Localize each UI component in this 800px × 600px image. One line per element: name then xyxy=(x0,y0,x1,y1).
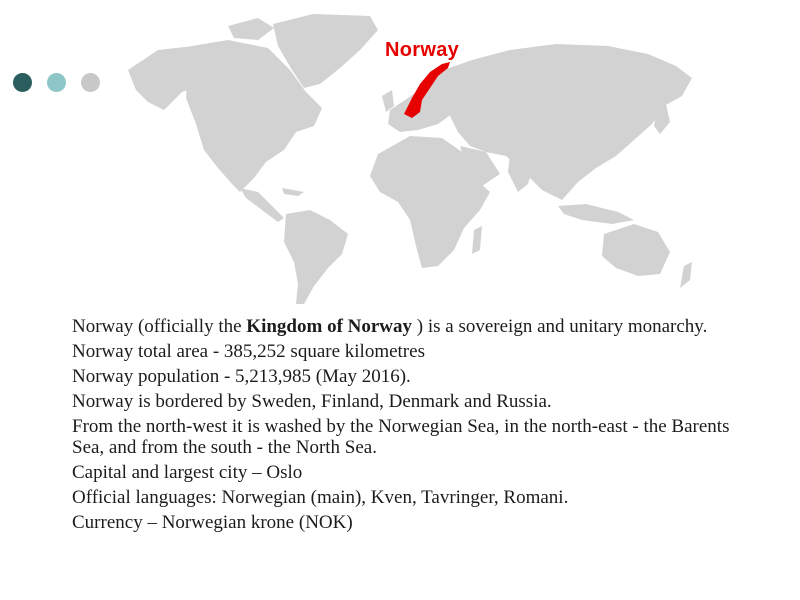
list-item-text: Official languages: Norwegian (main), Kven, Tavringer, Romani. xyxy=(72,487,569,508)
list-item-text: From the north-west it is washed by the Norwegian Sea, in the north-east - the Barents Sea, and from the south - the North Sea. xyxy=(72,416,730,458)
decorative-dot-3 xyxy=(81,73,100,92)
land-indonesia xyxy=(558,204,634,224)
list-item xyxy=(38,512,758,533)
list-item xyxy=(38,416,758,458)
land-australia xyxy=(602,224,670,276)
land-caribbean xyxy=(282,188,304,196)
list-item-text: Norway is bordered by Sweden, Finland, Denmark and Russia. xyxy=(72,391,552,412)
list-item xyxy=(38,391,758,412)
fact-list xyxy=(38,316,758,537)
list-item-text: Currency – Norwegian krone (NOK) xyxy=(72,512,353,533)
list-item-text: Capital and largest city – Oslo xyxy=(72,462,303,483)
list-item xyxy=(38,316,758,337)
land-new-zealand xyxy=(680,262,692,288)
list-item-text-bold: Kingdom of Norway xyxy=(246,316,413,337)
list-item-text-post: ) is a sovereign and unitary monarchy. xyxy=(412,316,708,337)
map-highlight-label: Norway xyxy=(385,39,460,61)
list-item-text: Norway total area - 385,252 square kilometres xyxy=(72,341,425,362)
list-item xyxy=(38,366,758,387)
list-item xyxy=(38,462,758,483)
land-madagascar xyxy=(472,226,482,254)
land-central-america xyxy=(240,188,284,222)
land-arctic-islands xyxy=(228,18,274,40)
decorative-dot-2 xyxy=(47,73,66,92)
decorative-dots xyxy=(13,73,100,92)
list-item xyxy=(38,341,758,362)
list-item xyxy=(38,487,758,508)
land-south-america xyxy=(284,210,348,304)
list-item-text: Norway population - 5,213,985 (May 2016). xyxy=(72,366,411,387)
decorative-dot-1 xyxy=(13,73,32,92)
world-map xyxy=(108,6,728,306)
list-item-text-pre: Norway (officially the xyxy=(72,316,247,337)
